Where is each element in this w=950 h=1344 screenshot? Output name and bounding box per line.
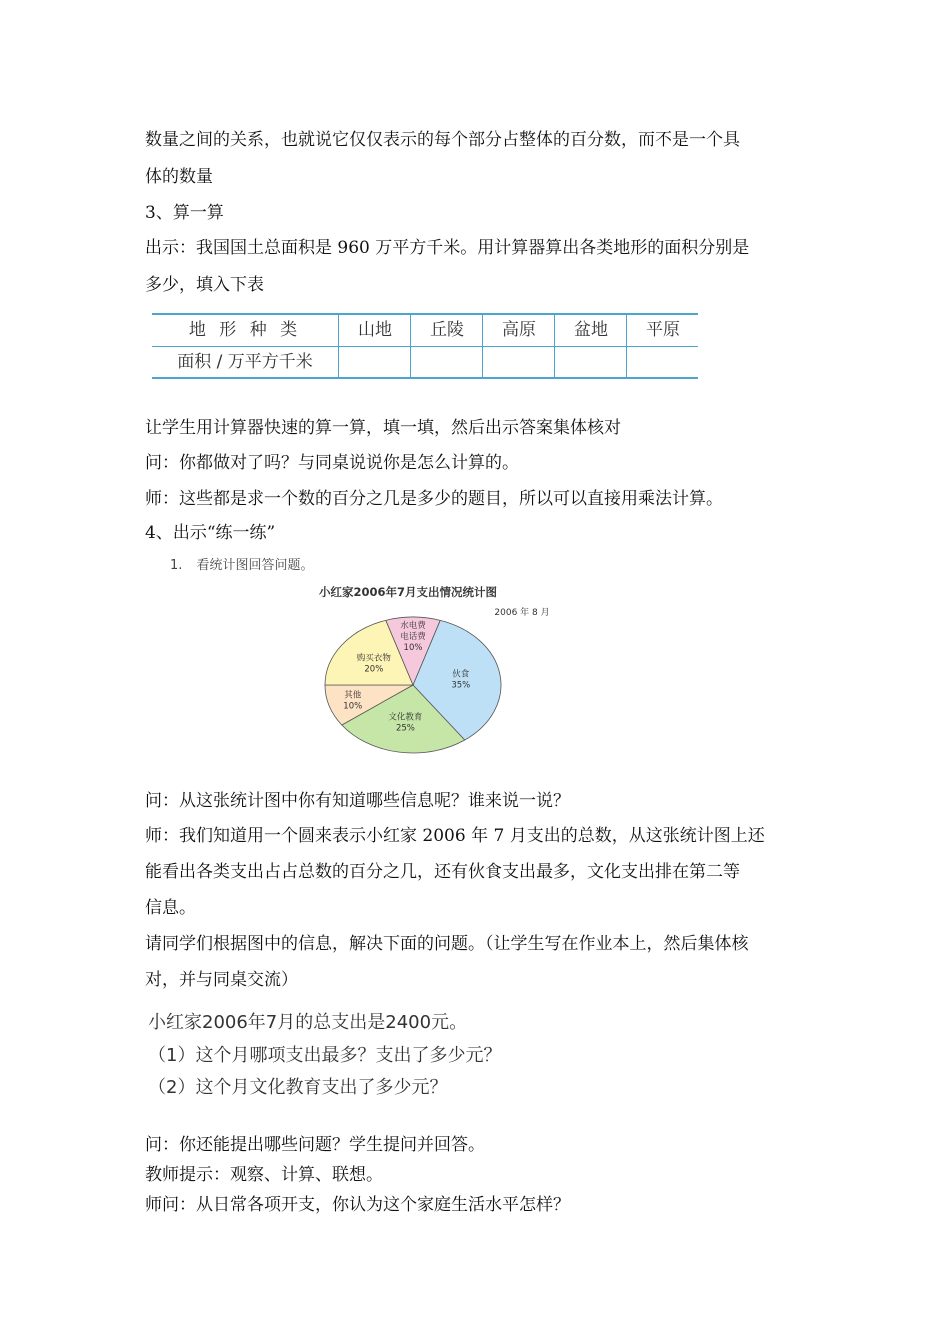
pie-slice-label: 伙食 [452, 669, 470, 680]
paragraph-line: 信息。 [145, 898, 196, 918]
table-header-cell: 高原 [482, 315, 555, 346]
paragraph-line: 问：从这张统计图中你有知道哪些信息呢？谁来说一说？ [145, 791, 570, 811]
paragraph-line: 出示：我国国土总面积是 960 万平方千米。用计算器算出各类地形的面积分别是 [145, 238, 750, 258]
table-bottom-border [152, 377, 698, 379]
pie-chart [270, 580, 570, 760]
pie-slice-label: 水电费 [400, 621, 426, 632]
pie-slice-label: 文化教育 [388, 712, 423, 723]
table-row-label: 面积 / 万平方千米 [177, 352, 313, 372]
table-header-cell: 盆地 [554, 315, 627, 346]
pie-slice-percent: 25% [395, 723, 415, 734]
question-2: （2）这个月文化教育支出了多少元？ [148, 1077, 448, 1098]
exercise-number: 1. [170, 558, 183, 573]
paragraph-line: 师问：从日常各项开支，你认为这个家庭生活水平怎样？ [145, 1195, 570, 1215]
table-header-cell: 山地 [338, 315, 411, 346]
paragraph-line: 体的数量 [145, 167, 213, 187]
table-empty-cell [626, 347, 699, 377]
section-heading: 3、算一算 [145, 203, 224, 223]
pie-slice-label: 其他 [344, 690, 362, 701]
section-heading: 4、出示“练一练” [145, 523, 276, 543]
chart-title: 小红家2006年7月支出情况统计图 [318, 585, 498, 599]
pie-slice-percent: 20% [364, 664, 384, 675]
exercise-text: 看统计图回答问题。 [196, 558, 314, 573]
table-empty-cell [482, 347, 555, 377]
table-empty-cell [338, 347, 411, 377]
exercise-instruction [170, 554, 314, 573]
pie-slice-percent: 35% [451, 680, 471, 691]
question-intro: 小红家2006年7月的总支出是2400元。 [148, 1012, 468, 1033]
paragraph-line: 师：我们知道用一个圆来表示小红家 2006 年 7 月支出的总数，从这张统计图上还 [145, 826, 765, 846]
table-row [152, 347, 698, 377]
paragraph-line: 问：你还能提出哪些问题？学生提问并回答。 [145, 1135, 485, 1155]
paragraph-line: 教师提示：观察、计算、联想。 [145, 1165, 383, 1185]
paragraph-line: 对，并与同桌交流） [145, 970, 298, 990]
paragraph-line: 请同学们根据图中的信息，解决下面的问题。（让学生写在作业本上，然后集体核 [145, 934, 749, 954]
paragraph-line: 师：这些都是求一个数的百分之几是多少的题目，所以可以直接用乘法计算。 [145, 489, 723, 509]
question-1: （1）这个月哪项支出最多？支出了多少元？ [148, 1045, 502, 1066]
table-header-cell: 丘陵 [410, 315, 483, 346]
terrain-area-table [152, 313, 698, 379]
table-empty-cell [554, 347, 627, 377]
pie-slice-label: 电话费 [400, 632, 426, 643]
paragraph-line: 数量之间的关系，也就说它仅仅表示的每个部分占整体的百分数，而不是一个具 [145, 130, 740, 150]
paragraph-line: 多少，填入下表 [145, 275, 264, 295]
paragraph-line: 能看出各类支出占占总数的百分之几，还有伙食支出最多，文化支出排在第二等 [145, 862, 740, 882]
pie-slice-percent: 10% [343, 701, 363, 712]
table-header-label: 地 形 种 类 [188, 320, 302, 340]
paragraph-line: 问：你都做对了吗？与同桌说说你是怎么计算的。 [145, 453, 519, 473]
paragraph-line: 让学生用计算器快速的算一算，填一填，然后出示答案集体核对 [145, 418, 621, 438]
table-empty-cell [410, 347, 483, 377]
table-header-row [152, 315, 698, 347]
pie-slice-percent: 10% [403, 643, 423, 654]
table-header-cell: 平原 [626, 315, 699, 346]
chart-subtitle: 2006 年 8 月 [494, 608, 550, 618]
pie-slice-label: 购买衣物 [356, 653, 391, 664]
